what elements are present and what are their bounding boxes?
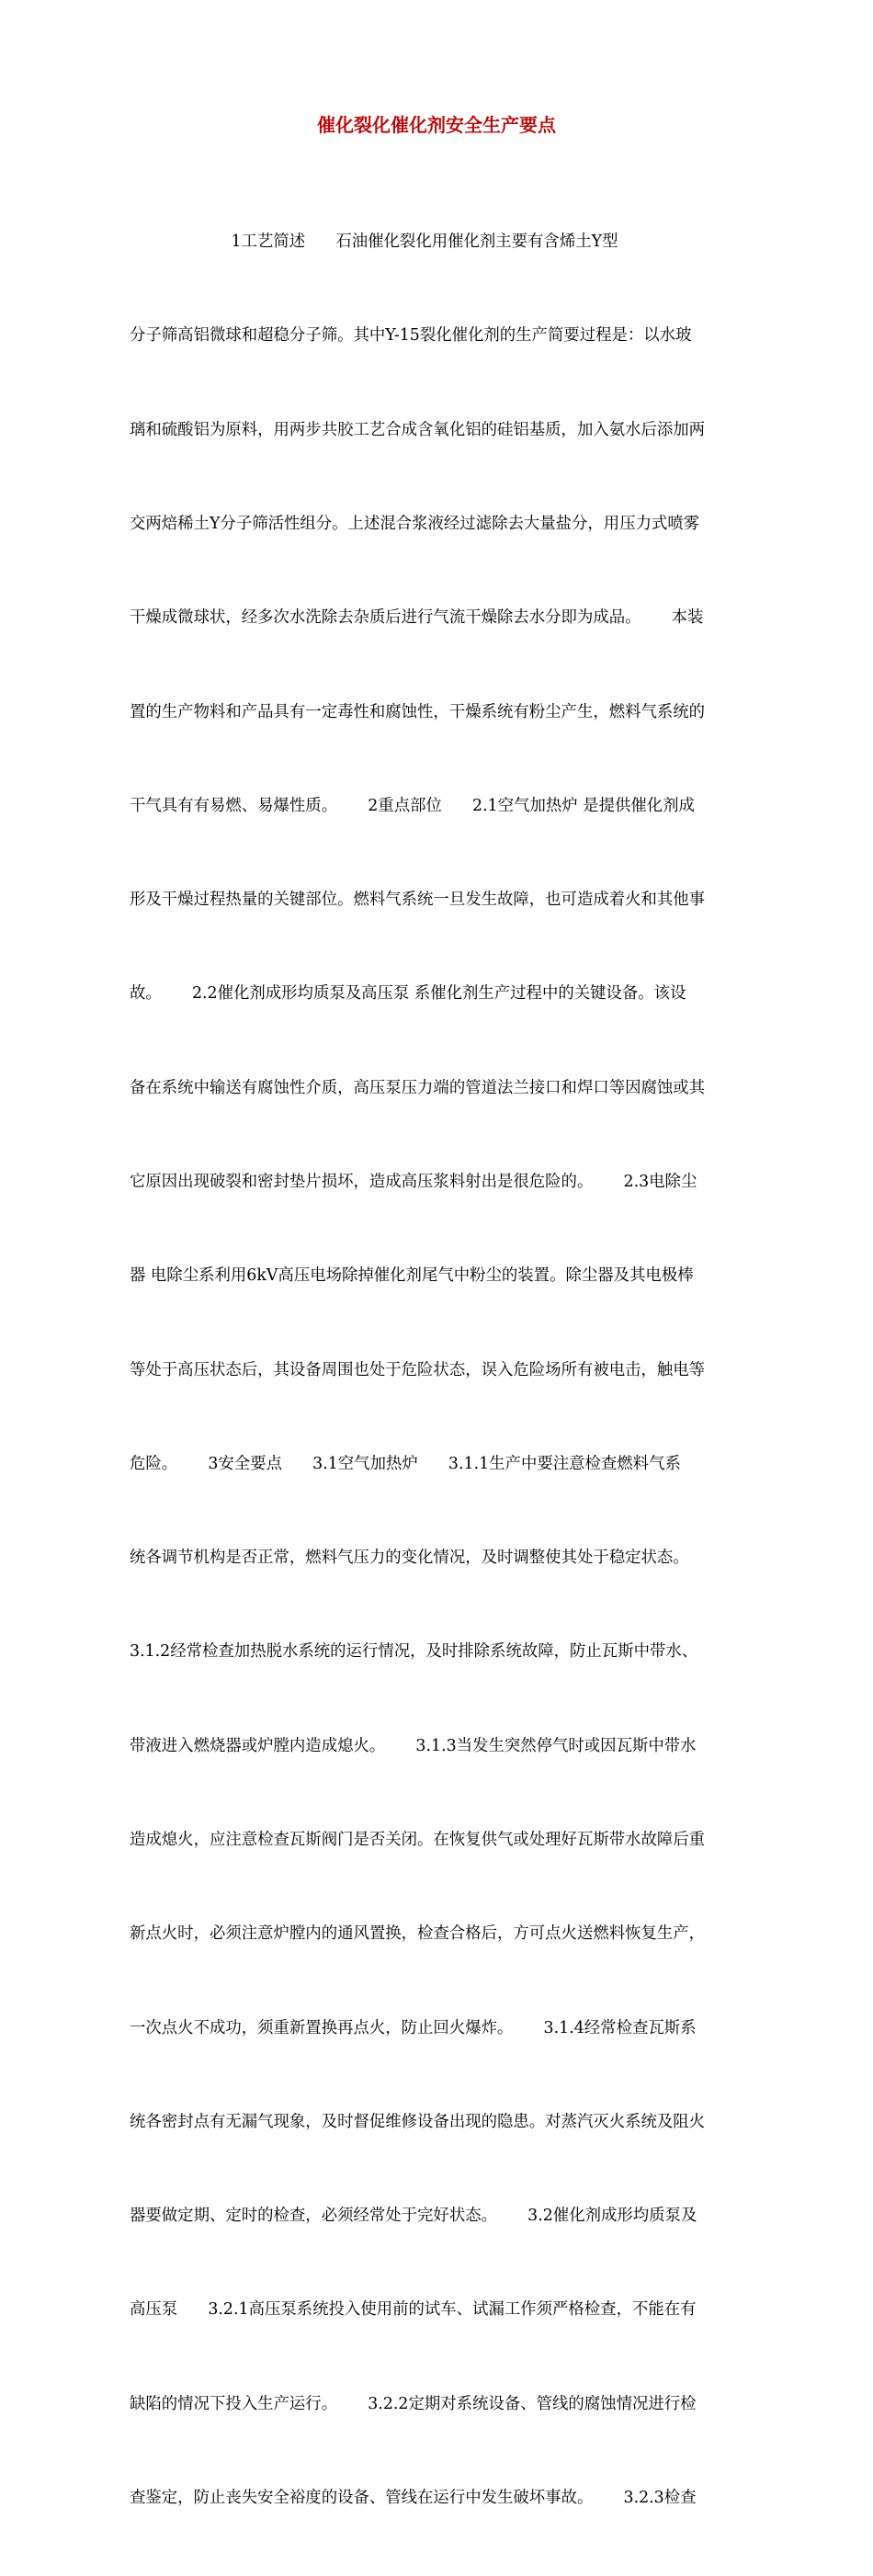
body-line: 统各密封点有无漏气现象，及时督促维修设备出现的隐患。对蒸汽灭火系统及阻火 [130,2112,706,2131]
body-line: 查鉴定，防止丧失安全裕度的设备、管线在运行中发生破坏事故。 3.2.3检查 [130,2488,697,2507]
body-line: 故。 2.2催化剂成形均质泵及高压泵 系催化剂生产过程中的关键设备。该设 [130,984,686,1004]
document-body [130,164,745,2576]
body-line: 形及干燥过程热量的关键部位。燃料气系统一旦发生故障，也可造成着火和其他事 [130,891,706,910]
body-line: 一次点火不成功，须重新置换再点火，防止回火爆炸。 3.1.4经常检查瓦斯系 [130,2018,697,2037]
body-line: 缺陷的情况下投入生产运行。 3.2.2定期对系统设备、管线的腐蚀情况进行检 [130,2394,697,2413]
body-line: 分子筛高铝微球和超稳分子筛。其中Y-15裂化催化剂的生产简要过程是：以水玻 [130,326,692,346]
body-line: 3.1.2经常检查加热脱水系统的运行情况，及时排除系统故障，防止瓦斯中带水、 [130,1642,698,1662]
body-line: 璃和硫酸铝为原料，用两步共胶工艺合成含氧化铝的硅铝基质，加入氨水后添加两 [130,420,706,439]
body-line: 等处于高压状态后，其设备周围也处于危险状态，误入危险场所有被电击，触电等 [130,1360,706,1379]
body-line: 交两焙稀土Y分子筛活性组分。上述混合浆液经过滤除去大量盐分，用压力式喷雾 [130,515,700,534]
body-line: 干气具有有易燃、易爆性质。 2重点部位 2.1空气加热炉 是提供催化剂成 [130,796,695,815]
document-title: 催化裂化催化剂安全生产要点 [317,114,556,136]
body-line: 置的生产物料和产品具有一定毒性和腐蚀性，干燥系统有粉尘产生，燃料气系统的 [130,702,706,721]
body-line: 干燥成微球状，经多次水洗除去杂质后进行气流干燥除去水分即为成品。 本装 [130,608,704,628]
body-line: 危险。 3安全要点 3.1空气加热炉 3.1.1生产中要注意检查燃料气系 [130,1454,681,1473]
body-line: 新点火时，必须注意炉膛内的通风置换，检查合格后，方可点火送燃料恢复生产， [130,1924,706,1944]
body-line: 带液进入燃烧器或炉膛内造成熄火。 3.1.3当发生突然停气时或因瓦斯中带水 [130,1736,697,1755]
body-line: 它原因出现破裂和密封垫片损坏，造成高压浆料射出是很危险的。 2.3电除尘 [130,1173,697,1191]
body-line: 高压泵 3.2.1高压泵系统投入使用前的试车、试漏工作须严格检查，不能在有 [130,2300,697,2320]
body-line: 统各调节机构是否正常，燃料气压力的变化情况，及时调整使其处于稳定状态。 [130,1549,689,1568]
body-line: 器 电除尘系利用6kV高压电场除掉催化剂尾气中粉尘的装置。除尘器及其电极棒 [130,1266,694,1286]
body-line: 器要做定期、定时的检查，必须经常处于完好状态。 3.2催化剂成形均质泵及 [130,2207,697,2226]
body-line: 备在系统中输送有腐蚀性介质，高压泵压力端的管道法兰接口和焊口等因腐蚀或其 [130,1078,706,1097]
body-line: 1工艺简述 石油催化裂化用催化剂主要有含烯土Y型 [130,233,618,252]
body-line: 造成熄火，应注意检查瓦斯阀门是否关闭。在恢复供气或处理好瓦斯带水故障后重 [130,1830,706,1849]
